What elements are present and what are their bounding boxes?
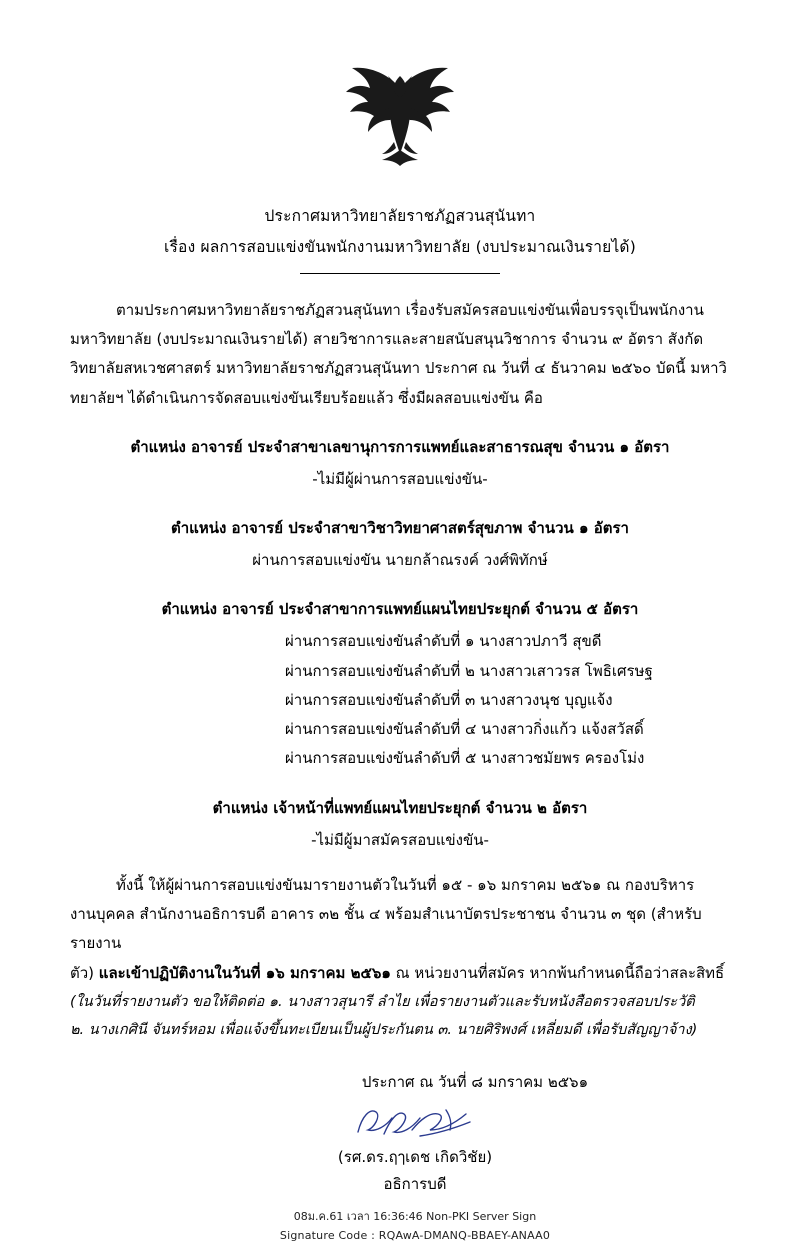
section-heading-1: ตำแหน่ง อาจารย์ ประจำสาขาเลขานุการการแพทย์และสาธารณสุข จำนวน ๑ อัตรา [130, 437, 670, 456]
document-title: ประกาศมหาวิทยาลัยราชภัฏสวนสุนันทา [264, 207, 536, 225]
section-heading-3: ตำแหน่ง อาจารย์ ประจำสาขาการแพทย์แผนไทยประยุกต์ จำนวน ๕ อัตรา [161, 600, 639, 619]
closing-line-2: งานบุคคล สำนักงานอธิการบดี อาคาร ๓๒ ชั้น ๔ พร้อมสำเนาบัตรประชาชน จำนวน ๓ ชุด (สำหรับรายงาน [70, 905, 702, 953]
section-heading-2: ตำแหน่ง อาจารย์ ประจำสาขาวิชาวิทยาศาสตร์สุขภาพ จำนวน ๑ อัตรา [171, 519, 629, 538]
garuda-emblem-icon [340, 58, 460, 178]
signature-name: (รศ.ดร.ฤๅเดช เกิดวิชัย) [337, 1148, 493, 1167]
horizontal-divider [300, 273, 500, 274]
section-result-2-0: ผ่านการสอบแข่งขัน นายกล้าณรงค์ วงศ์พิทักษ์ [252, 551, 548, 570]
section-heading-4: ตำแหน่ง เจ้าหน้าที่แพทย์แผนไทยประยุกต์ จำนวน ๒ อัตรา [212, 798, 588, 817]
document-subject: เรื่อง ผลการสอบแข่งขันพนักงานมหาวิทยาลัย (งบประมาณเงินรายได้) [164, 238, 636, 257]
section-result-3-0: ผ่านการสอบแข่งขันลำดับที่ ๑ นางสาวปภาวี สุขดี [285, 632, 602, 651]
emblem-container [70, 58, 730, 178]
section-result-3-3: ผ่านการสอบแข่งขันลำดับที่ ๔ นางสาวกิ่งแก้ว แจ้งสวัสดิ์ [285, 720, 644, 739]
stamp-timestamp: 08ม.ค.61 เวลา 16:36:46 Non-PKI Server Sign [293, 1210, 537, 1224]
closing-line-3 [70, 959, 730, 988]
divider-container [70, 273, 730, 274]
announce-date: ประกาศ ณ วันที่ ๘ มกราคม ๒๕๖๑ [361, 1073, 589, 1092]
intro-paragraph: ตามประกาศมหาวิทยาลัยราชภัฏสวนสุนันทา เรื่องรับสมัครสอบแข่งขันเพื่อบรรจุเป็นพนักงานมหาวิทยาลัย (งบประมาณเงินรายได้) สายวิชาการและสายสนับสนุนวิชาการ จำนวน ๙ อัตรา สังกัด วิทยาลัยสหเวชศาสตร์ มหาวิทยาลัยราชภัฏสวนสุนันทา ประกาศ ณ วันที่ ๔ ธันวาคม ๒๕๖๐ บัดนี้ มหาวิทยาลัยฯ ได้ดำเนินการจัดสอบแข่งขันเรียบร้อยแล้ว ซึ่งมีผลสอบแข่งขัน คือ [70, 300, 727, 407]
section-result-3-1: ผ่านการสอบแข่งขันลำดับที่ ๒ นางสาวเสาวรส โพธิเศรษฐ [285, 661, 653, 680]
italic-note-line-1: (ในวันที่รายงานตัว ขอให้ติดต่อ ๑. นางสาวสุนารี ลำไย เพื่อรายงานตัวและรับหนังสือตรวจสอบประวัติ [70, 993, 695, 1010]
section-result-1-0: -ไม่มีผู้ผ่านการสอบแข่งขัน- [312, 469, 488, 488]
stamp-signature-code: Signature Code : RQAwA-DMANQ-BBAEY-ANAA0 [279, 1229, 551, 1243]
closing-line-3-emphasis: และเข้าปฏิบัติงานในวันที่ ๑๖ มกราคม ๒๕๖๑ [98, 963, 391, 982]
section-result-3-2: ผ่านการสอบแข่งขันลำดับที่ ๓ นางสาวงนุช บุญแจ้ง [285, 690, 613, 709]
digital-signature-stamp [70, 1208, 730, 1245]
signature-scribble-container [100, 1100, 730, 1144]
signature-block [70, 1100, 730, 1198]
closing-line-3-suffix: ณ หน่วยงานที่สมัคร หากพ้นกำหนดนี้ถือว่าสละสิทธิ์ [390, 963, 725, 982]
closing-line-1: ทั้งนี้ ให้ผู้ผ่านการสอบแข่งขันมารายงานตัวในวันที่ ๑๕ - ๑๖ มกราคม ๒๕๖๑ ณ กองบริหาร [116, 875, 695, 894]
closing-line-3-prefix: ตัว) [70, 963, 99, 982]
italic-note-line-2: ๒. นางเกศินี จันทร์หอม เพื่อแจ้งขึ้นทะเบียนเป็นผู้ประกันตน ๓. นายศิริพงศ์ เหลี่ยมดี เพื่อรับสัญญาจ้าง) [70, 1022, 698, 1039]
signature-position: อธิการบดี [383, 1175, 447, 1194]
section-result-4-0: -ไม่มีผู้มาสมัครสอบแข่งขัน- [311, 830, 489, 849]
section-result-3-4: ผ่านการสอบแข่งขันลำดับที่ ๕ นางสาวชมัยพร ครองโม่ง [285, 749, 645, 768]
handwritten-signature-icon [350, 1102, 480, 1144]
